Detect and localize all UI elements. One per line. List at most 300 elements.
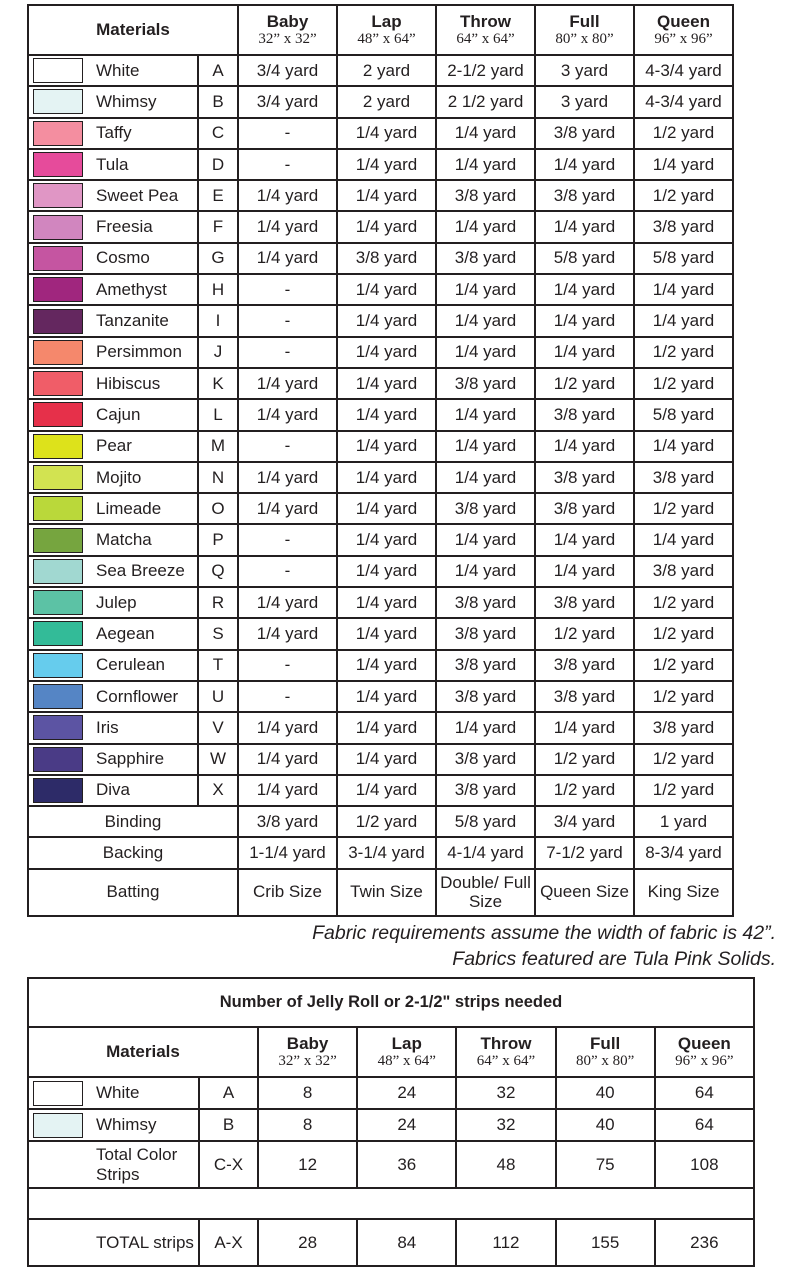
amount-full: 1/4 yard [535, 712, 634, 743]
color-swatch [33, 559, 83, 584]
fabric-name: Iris [88, 712, 198, 743]
table-row [28, 149, 733, 180]
swatch-cell [28, 681, 88, 712]
strips-lap: 24 [357, 1109, 456, 1141]
fabric-name: Julep [88, 587, 198, 618]
amount-full: 3/8 yard [535, 681, 634, 712]
color-swatch [33, 590, 83, 615]
amount-queen: 3/8 yard [634, 556, 733, 587]
swatch-cell [28, 556, 88, 587]
table-row [28, 368, 733, 399]
amount-baby: 1/4 yard [238, 180, 337, 211]
amount-lap: 1/4 yard [337, 211, 436, 242]
amount-lap: 1/4 yard [337, 368, 436, 399]
fabric-letter: N [198, 462, 238, 493]
amount-full: 3/8 yard [535, 118, 634, 149]
amount-lap: 2 yard [337, 86, 436, 117]
amount-throw: 3/8 yard [436, 243, 535, 274]
fabric-letter: O [198, 493, 238, 524]
amount-queen: 3/8 yard [634, 211, 733, 242]
amount-baby: - [238, 305, 337, 336]
size-header-queen: Queen 96” x 96” [634, 5, 733, 55]
amount-baby: 1/4 yard [238, 618, 337, 649]
amount-baby: - [238, 431, 337, 462]
amount-full: 3/8 yard [535, 493, 634, 524]
swatch-cell [28, 1077, 88, 1109]
swatch-cell [28, 118, 88, 149]
color-swatch [33, 778, 83, 803]
amount-throw: 1/4 yard [436, 712, 535, 743]
amount-lap: 1/4 yard [337, 650, 436, 681]
color-swatch [33, 465, 83, 490]
materials-header: Materials [28, 5, 238, 55]
table-row [28, 55, 733, 86]
amount-full: 5/8 yard [535, 243, 634, 274]
fabric-letter: J [198, 337, 238, 368]
amount-throw: 1/4 yard [436, 118, 535, 149]
swatch-cell [28, 775, 88, 806]
amount-full: 1/4 yard [535, 274, 634, 305]
strips-full: 75 [556, 1141, 655, 1188]
table-row [28, 431, 733, 462]
fabric-letter: D [198, 149, 238, 180]
amount-lap: 1/4 yard [337, 462, 436, 493]
table-row [28, 587, 733, 618]
amount-baby: 1/4 yard [238, 399, 337, 430]
fabric-name: Persimmon [88, 337, 198, 368]
amount-queen: 3/8 yard [634, 462, 733, 493]
amount-full: 1/2 yard [535, 744, 634, 775]
amount-throw: 1/4 yard [436, 337, 535, 368]
amount-throw: 3/8 yard [436, 587, 535, 618]
amount-lap: 1/2 yard [337, 806, 436, 837]
strips-baby: 12 [258, 1141, 357, 1188]
fabric-name: White [88, 55, 198, 86]
amount-throw: 3/8 yard [436, 744, 535, 775]
swatch-cell [28, 462, 88, 493]
swatch-cell [28, 524, 88, 555]
color-swatch [33, 496, 83, 521]
swatch-cell [28, 149, 88, 180]
table-row [28, 1141, 754, 1188]
color-swatch [33, 215, 83, 240]
fabric-name: Amethyst [88, 274, 198, 305]
fabric-letter: W [198, 744, 238, 775]
fabric-name: Tula [88, 149, 198, 180]
amount-baby: 3/8 yard [238, 806, 337, 837]
amount-queen: 1/4 yard [634, 431, 733, 462]
amount-queen: 4-3/4 yard [634, 86, 733, 117]
amount-baby: 1/4 yard [238, 462, 337, 493]
color-swatch [33, 89, 83, 114]
row-label: Batting [28, 869, 238, 916]
strips-throw: 48 [456, 1141, 555, 1188]
amount-lap: 1/4 yard [337, 118, 436, 149]
amount-lap: 1/4 yard [337, 337, 436, 368]
amount-full: 1/2 yard [535, 618, 634, 649]
materials-header: Materials [28, 1027, 258, 1077]
amount-queen: 3/8 yard [634, 712, 733, 743]
amount-baby: 1/4 yard [238, 243, 337, 274]
amount-throw: 2-1/2 yard [436, 55, 535, 86]
fabric-name: Diva [88, 775, 198, 806]
amount-queen: 1/4 yard [634, 524, 733, 555]
color-swatch [33, 340, 83, 365]
amount-queen: 1/4 yard [634, 149, 733, 180]
color-swatch [33, 152, 83, 177]
amount-queen: 1 yard [634, 806, 733, 837]
amount-queen: 1/2 yard [634, 368, 733, 399]
swatch-cell [28, 1219, 88, 1266]
amount-lap: 1/4 yard [337, 681, 436, 712]
table-row [28, 1219, 754, 1266]
note-fabric-width: Fabric requirements assume the width of fabric is 42”. [312, 922, 776, 944]
color-swatch [33, 1081, 83, 1106]
fabric-letter: F [198, 211, 238, 242]
fabric-name: Aegean [88, 618, 198, 649]
table-row [28, 524, 733, 555]
amount-queen: King Size [634, 869, 733, 916]
amount-lap: 1/4 yard [337, 618, 436, 649]
row-label: Backing [28, 837, 238, 868]
amount-throw: 3/8 yard [436, 618, 535, 649]
strips-queen: 64 [655, 1109, 754, 1141]
table-row [28, 337, 733, 368]
color-swatch [33, 621, 83, 646]
amount-lap: 1/4 yard [337, 180, 436, 211]
table-row [28, 274, 733, 305]
amount-baby: - [238, 650, 337, 681]
amount-baby: Crib Size [238, 869, 337, 916]
note-fabric-line: Fabrics featured are Tula Pink Solids. [452, 948, 776, 970]
swatch-cell [28, 211, 88, 242]
fabric-name: Cajun [88, 399, 198, 430]
amount-baby: - [238, 149, 337, 180]
amount-lap: 3/8 yard [337, 243, 436, 274]
fabric-name: Tanzanite [88, 305, 198, 336]
strips-throw: 112 [456, 1219, 555, 1266]
table-row [28, 399, 733, 430]
amount-full: 1/4 yard [535, 149, 634, 180]
amount-lap: 1/4 yard [337, 587, 436, 618]
amount-queen: 4-3/4 yard [634, 55, 733, 86]
strips-throw: 32 [456, 1077, 555, 1109]
color-swatch [33, 246, 83, 271]
table-row [28, 775, 733, 806]
amount-queen: 8-3/4 yard [634, 837, 733, 868]
row-binding [28, 806, 733, 837]
amount-throw: 5/8 yard [436, 806, 535, 837]
amount-queen: 1/2 yard [634, 650, 733, 681]
amount-queen: 1/2 yard [634, 493, 733, 524]
fabric-letter: B [199, 1109, 258, 1141]
amount-queen: 1/2 yard [634, 337, 733, 368]
color-swatch [33, 1113, 83, 1138]
color-swatch [33, 684, 83, 709]
fabric-letter: B [198, 86, 238, 117]
fabric-letter: L [198, 399, 238, 430]
amount-throw: 3/8 yard [436, 681, 535, 712]
table-header-row [28, 1027, 754, 1077]
color-swatch [33, 371, 83, 396]
table-row [28, 1077, 754, 1109]
table-row [28, 462, 733, 493]
fabric-letter: K [198, 368, 238, 399]
amount-lap: 1/4 yard [337, 556, 436, 587]
swatch-cell [28, 712, 88, 743]
amount-queen: 1/4 yard [634, 274, 733, 305]
amount-baby: - [238, 274, 337, 305]
amount-full: 1/4 yard [535, 524, 634, 555]
fabric-letter: R [198, 587, 238, 618]
fabric-name: Cerulean [88, 650, 198, 681]
fabric-name: Limeade [88, 493, 198, 524]
fabric-letter: S [198, 618, 238, 649]
swatch-cell [28, 431, 88, 462]
swatch-cell [28, 274, 88, 305]
size-header-queen: Queen 96” x 96” [655, 1027, 754, 1077]
swatch-cell [28, 86, 88, 117]
amount-throw: 1/4 yard [436, 524, 535, 555]
spacer-row [28, 1188, 754, 1219]
amount-baby: 1-1/4 yard [238, 837, 337, 868]
amount-throw: 3/8 yard [436, 368, 535, 399]
fabric-name: Sea Breeze [88, 556, 198, 587]
amount-lap: Twin Size [337, 869, 436, 916]
fabric-requirements-table [27, 4, 734, 917]
strips-full: 40 [556, 1077, 655, 1109]
amount-baby: 1/4 yard [238, 493, 337, 524]
amount-throw: 3/8 yard [436, 650, 535, 681]
amount-throw: 1/4 yard [436, 305, 535, 336]
table-row [28, 1109, 754, 1141]
amount-baby: 1/4 yard [238, 744, 337, 775]
amount-full: 1/4 yard [535, 305, 634, 336]
color-swatch [33, 715, 83, 740]
table-row [28, 618, 733, 649]
amount-throw: 1/4 yard [436, 149, 535, 180]
fabric-name: Freesia [88, 211, 198, 242]
fabric-name: Cosmo [88, 243, 198, 274]
amount-lap: 1/4 yard [337, 305, 436, 336]
fabric-name: Mojito [88, 462, 198, 493]
amount-lap: 3-1/4 yard [337, 837, 436, 868]
table-row [28, 493, 733, 524]
fabric-letter: A-X [199, 1219, 258, 1266]
amount-queen: 5/8 yard [634, 243, 733, 274]
amount-throw: 4-1/4 yard [436, 837, 535, 868]
amount-full: 3 yard [535, 86, 634, 117]
amount-baby: 1/4 yard [238, 712, 337, 743]
amount-throw: 1/4 yard [436, 211, 535, 242]
color-swatch [33, 309, 83, 334]
amount-lap: 2 yard [337, 55, 436, 86]
amount-full: 3/8 yard [535, 399, 634, 430]
size-header-full: Full 80” x 80” [556, 1027, 655, 1077]
swatch-cell [28, 587, 88, 618]
amount-throw: Double/ Full Size [436, 869, 535, 916]
amount-throw: 3/8 yard [436, 180, 535, 211]
swatch-cell [28, 368, 88, 399]
size-header-throw: Throw 64” x 64” [436, 5, 535, 55]
jelly-roll-strips-table [27, 977, 755, 1267]
amount-baby: 1/4 yard [238, 211, 337, 242]
amount-lap: 1/4 yard [337, 493, 436, 524]
amount-full: 3/8 yard [535, 650, 634, 681]
color-swatch [33, 434, 83, 459]
fabric-letter: C-X [199, 1141, 258, 1188]
size-header-lap: Lap 48” x 64” [337, 5, 436, 55]
strips-queen: 108 [655, 1141, 754, 1188]
fabric-name: Total Color Strips [88, 1141, 199, 1188]
amount-queen: 1/2 yard [634, 744, 733, 775]
swatch-cell [28, 493, 88, 524]
amount-lap: 1/4 yard [337, 744, 436, 775]
strips-queen: 64 [655, 1077, 754, 1109]
swatch-cell [28, 180, 88, 211]
fabric-letter: U [198, 681, 238, 712]
amount-full: Queen Size [535, 869, 634, 916]
strips-table-title: Number of Jelly Roll or 2-1/2" strips needed [28, 978, 754, 1027]
swatch-cell [28, 1109, 88, 1141]
amount-throw: 3/8 yard [436, 775, 535, 806]
amount-full: 3/4 yard [535, 806, 634, 837]
strips-baby: 8 [258, 1077, 357, 1109]
amount-full: 1/4 yard [535, 337, 634, 368]
amount-baby: 3/4 yard [238, 55, 337, 86]
fabric-letter: A [198, 55, 238, 86]
color-swatch [33, 121, 83, 146]
amount-lap: 1/4 yard [337, 149, 436, 180]
strips-baby: 8 [258, 1109, 357, 1141]
row-label: Binding [28, 806, 238, 837]
amount-baby: 1/4 yard [238, 368, 337, 399]
table-row [28, 86, 733, 117]
amount-queen: 1/2 yard [634, 587, 733, 618]
strips-queen: 236 [655, 1219, 754, 1266]
amount-lap: 1/4 yard [337, 712, 436, 743]
amount-baby: - [238, 118, 337, 149]
strips-lap: 24 [357, 1077, 456, 1109]
strips-lap: 84 [357, 1219, 456, 1266]
color-swatch [33, 528, 83, 553]
fabric-name: Sweet Pea [88, 180, 198, 211]
fabric-name: Matcha [88, 524, 198, 555]
table-row [28, 712, 733, 743]
amount-full: 1/4 yard [535, 431, 634, 462]
strips-lap: 36 [357, 1141, 456, 1188]
table-row [28, 744, 733, 775]
table-row [28, 118, 733, 149]
amount-lap: 1/4 yard [337, 524, 436, 555]
strips-baby: 28 [258, 1219, 357, 1266]
swatch-cell [28, 243, 88, 274]
fabric-letter: P [198, 524, 238, 555]
color-swatch [33, 58, 83, 83]
amount-queen: 1/2 yard [634, 180, 733, 211]
size-header-baby: Baby 32” x 32” [238, 5, 337, 55]
amount-full: 3 yard [535, 55, 634, 86]
amount-full: 1/4 yard [535, 556, 634, 587]
fabric-letter: E [198, 180, 238, 211]
amount-full: 3/8 yard [535, 462, 634, 493]
amount-throw: 3/8 yard [436, 493, 535, 524]
fabric-letter: V [198, 712, 238, 743]
fabric-name: Taffy [88, 118, 198, 149]
fabric-notes [312, 920, 776, 972]
fabric-letter: X [198, 775, 238, 806]
table-row [28, 650, 733, 681]
amount-baby: - [238, 524, 337, 555]
fabric-name: Whimsy [88, 1109, 199, 1141]
fabric-letter: G [198, 243, 238, 274]
amount-full: 3/8 yard [535, 180, 634, 211]
table-row [28, 305, 733, 336]
color-swatch [33, 277, 83, 302]
table-row [28, 211, 733, 242]
swatch-cell [28, 55, 88, 86]
amount-full: 3/8 yard [535, 587, 634, 618]
fabric-letter: A [199, 1077, 258, 1109]
amount-baby: 3/4 yard [238, 86, 337, 117]
amount-baby: 1/4 yard [238, 587, 337, 618]
row-backing [28, 837, 733, 868]
amount-queen: 1/2 yard [634, 775, 733, 806]
swatch-cell [28, 337, 88, 368]
fabric-letter: T [198, 650, 238, 681]
size-header-baby: Baby 32” x 32” [258, 1027, 357, 1077]
fabric-letter: Q [198, 556, 238, 587]
amount-lap: 1/4 yard [337, 431, 436, 462]
fabric-name: Sapphire [88, 744, 198, 775]
swatch-cell [28, 305, 88, 336]
strips-full: 40 [556, 1109, 655, 1141]
size-header-full: Full 80” x 80” [535, 5, 634, 55]
table-row [28, 243, 733, 274]
fabric-name: Pear [88, 431, 198, 462]
fabric-letter: M [198, 431, 238, 462]
amount-baby: - [238, 556, 337, 587]
fabric-letter: H [198, 274, 238, 305]
amount-queen: 5/8 yard [634, 399, 733, 430]
amount-queen: 1/2 yard [634, 681, 733, 712]
table-row [28, 180, 733, 211]
fabric-name: White [88, 1077, 199, 1109]
amount-throw: 1/4 yard [436, 399, 535, 430]
swatch-cell [28, 618, 88, 649]
amount-queen: 1/4 yard [634, 305, 733, 336]
size-header-lap: Lap 48” x 64” [357, 1027, 456, 1077]
row-batting [28, 869, 733, 916]
size-header-throw: Throw 64” x 64” [456, 1027, 555, 1077]
amount-lap: 1/4 yard [337, 274, 436, 305]
swatch-cell [28, 744, 88, 775]
amount-lap: 1/4 yard [337, 775, 436, 806]
fabric-name: Cornflower [88, 681, 198, 712]
amount-queen: 1/2 yard [634, 618, 733, 649]
amount-baby: - [238, 681, 337, 712]
swatch-cell [28, 1141, 88, 1188]
table-header-row [28, 5, 733, 55]
amount-baby: - [238, 337, 337, 368]
amount-throw: 1/4 yard [436, 431, 535, 462]
amount-throw: 1/4 yard [436, 556, 535, 587]
table-row [28, 681, 733, 712]
color-swatch [33, 402, 83, 427]
amount-full: 1/4 yard [535, 211, 634, 242]
strips-title-row [28, 978, 754, 1027]
fabric-name: TOTAL strips [88, 1219, 199, 1266]
